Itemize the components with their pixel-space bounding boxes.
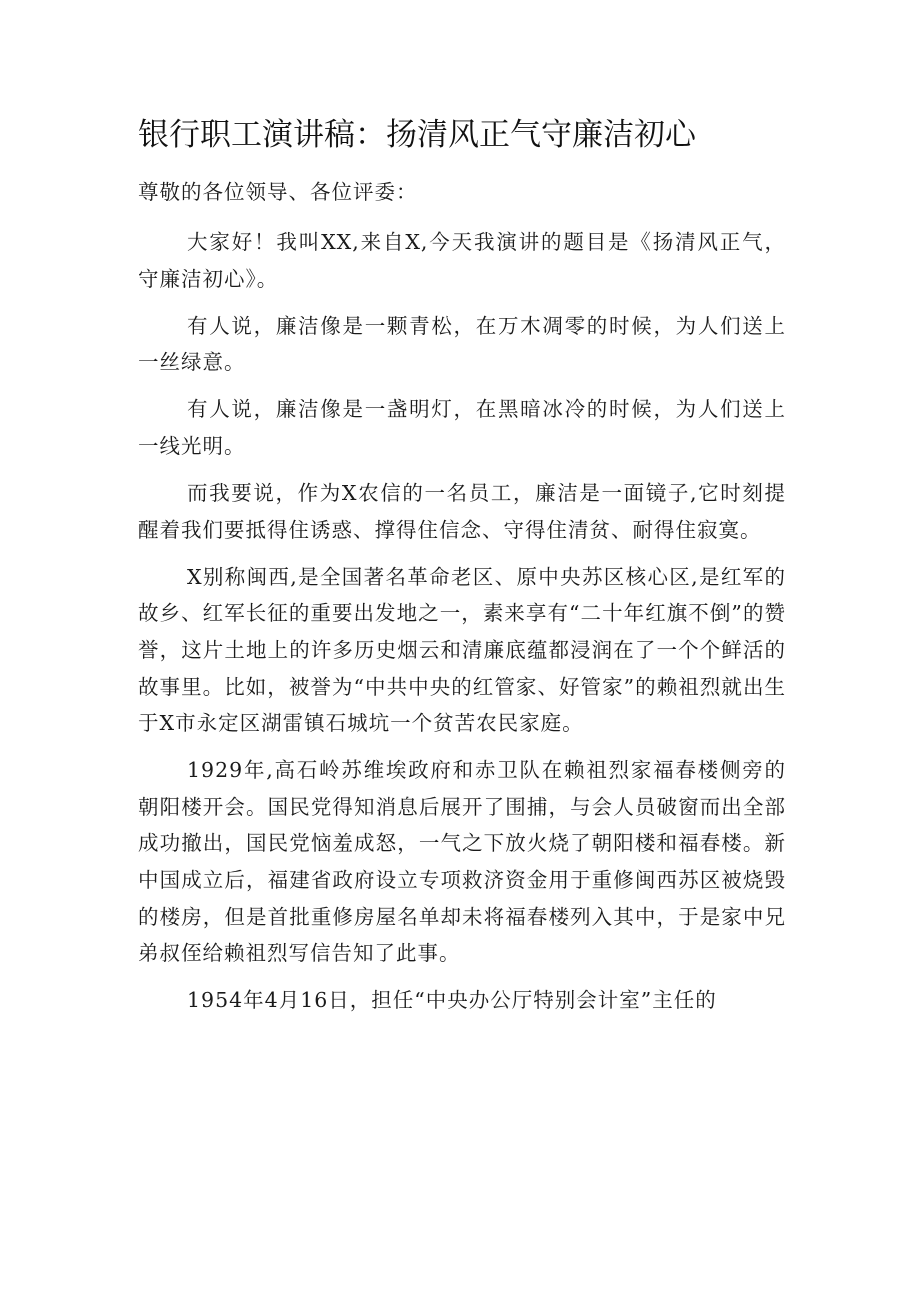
paragraph-pine: 有人说，廉洁像是一颗青松，在万木凋零的时候，为人们送上一丝绿意。: [138, 313, 786, 375]
paragraph-1929: 1929年,高石岭苏维埃政府和赤卫队在赖祖烈家福春楼侧旁的朝阳楼开会。国民党得知消息后展开了围捕，与会人员破窗而出全部成功撤出，国民党恼羞成怒，一气之下放火烧了朝阳楼和福春楼。新中国成立后，福建省政府设立专项救济资金用于重修闽西苏区被烧毁的楼房，但是首批重修房屋名单却未将福春楼列入其中，于是家中兄弟叔侄给赖祖烈写信告知了此事。: [138, 758, 786, 966]
paragraph-mirror: 而我要说，作为X农信的一名员工，廉洁是一面镜子,它时刻提醒着我们要抵得住诱惑、撑得住信念、守得住清贫、耐得住寂寞。: [138, 481, 786, 542]
paragraph-greeting: 大家好！我叫XX,来自X,今天我演讲的题目是《扬清风正气，守廉洁初心》。: [138, 230, 786, 291]
paragraph-1954: 1954年4月16日，担任“中央办公厅特别会计室”主任的: [187, 988, 717, 1013]
paragraph-lamp: 有人说，廉洁像是一盏明灯，在黑暗冰冷的时候，为人们送上一线光明。: [138, 397, 786, 458]
document-title: 银行职工演讲稿：扬清风正气守廉洁初心: [138, 117, 696, 153]
document-body: [138, 224, 786, 1029]
paragraph-minxi: X别称闽西,是全国著名革命老区、原中央苏区核心区,是红军的故乡、红军长征的重要出发地之一，素来享有“二十年红旗不倒”的赞誉，这片土地上的许多历史烟云和清廉底蕴都浸润在了一个个鲜活的故事里。比如，被誉为“中共中央的红管家、好管家”的赖祖烈就出生于X市永定区湖雷镇石城坑一个贫苦农民家庭。: [138, 564, 786, 736]
salutation: 尊敬的各位领导、各位评委：: [138, 180, 418, 204]
